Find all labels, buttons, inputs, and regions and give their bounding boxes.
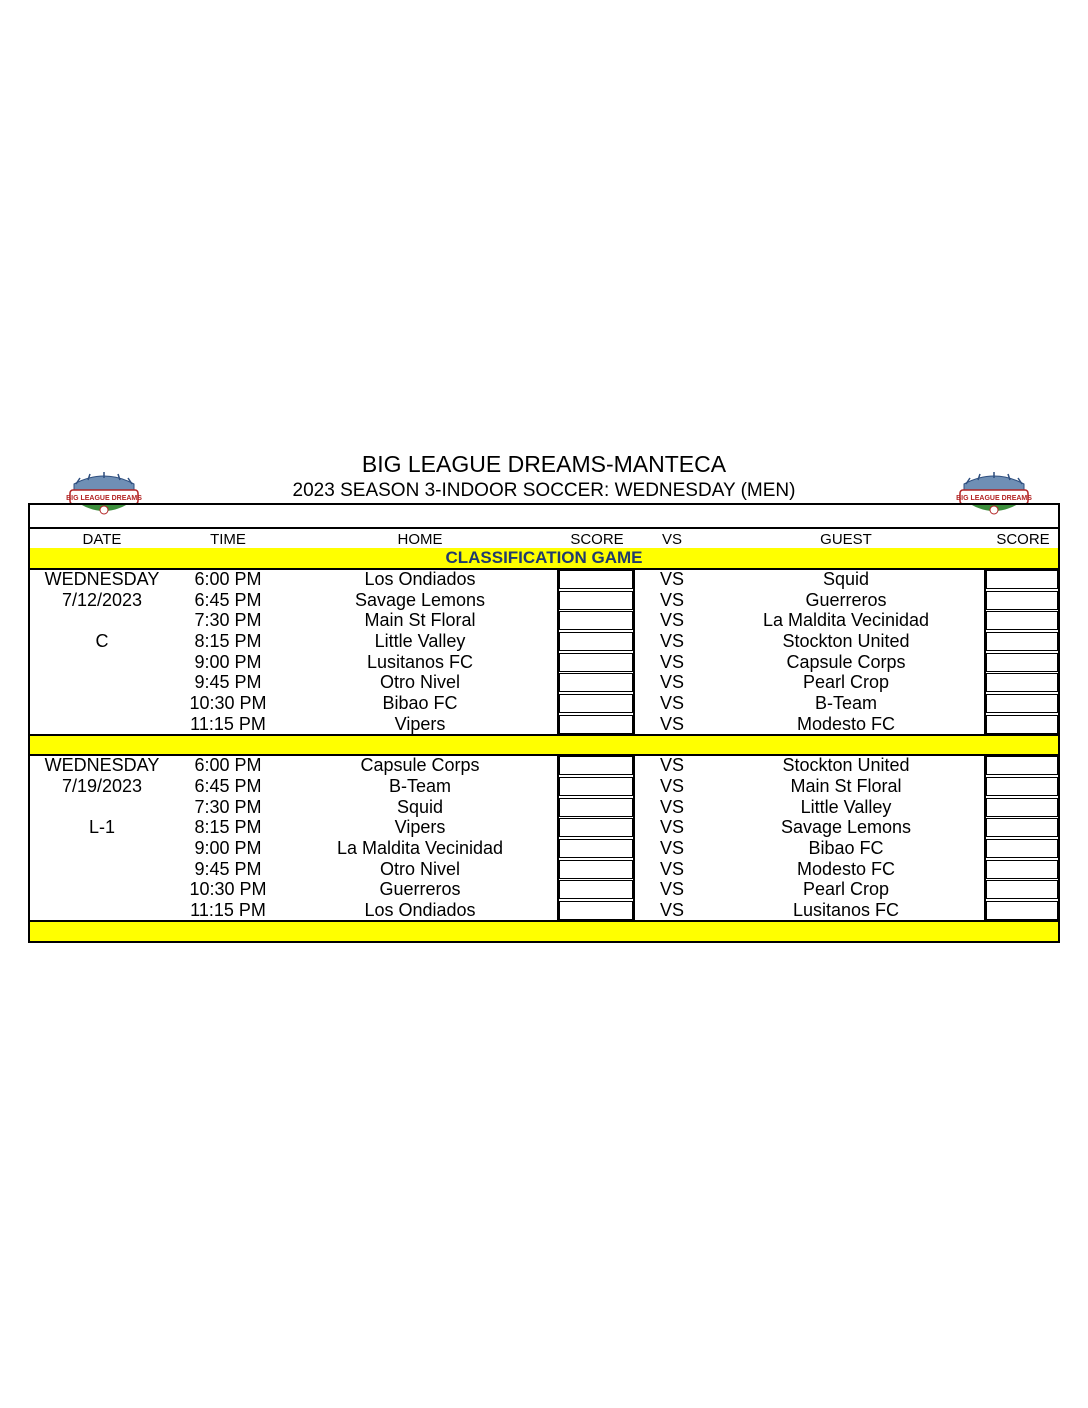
vs-label: VS [659,817,684,837]
classification-label: CLASSIFICATION GAME [445,548,643,567]
guest-score-box[interactable] [986,632,1058,651]
home-score-box[interactable] [559,798,633,817]
home-team: Bibao FC [382,693,458,713]
home-team: Capsule Corps [360,755,480,775]
vs-label: VS [659,838,684,858]
guest-team: Bibao FC [808,838,884,858]
home-score-box[interactable] [559,777,633,796]
col-header-guest: GUEST [820,531,872,548]
guest-team: Main St Floral [790,776,902,796]
home-score-line-right [633,568,635,734]
footer-bar [30,922,1058,941]
game-time: 9:00 PM [194,838,262,858]
game-time: 9:45 PM [194,859,262,879]
guest-team: Stockton United [782,755,910,775]
guest-score-box[interactable] [986,715,1058,734]
home-score-box[interactable] [559,591,633,610]
guest-score-box[interactable] [986,860,1058,879]
home-team: La Maldita Vecinidad [336,838,504,858]
week-day: WEDNESDAY [44,755,160,775]
guest-score-box[interactable] [986,777,1058,796]
col-header-guest-score: SCORE [996,531,1050,548]
vs-label: VS [659,797,684,817]
game-time: 7:30 PM [194,610,262,630]
guest-score-box[interactable] [986,798,1058,817]
home-team: Vipers [394,714,446,734]
guest-score-box[interactable] [986,591,1058,610]
vs-label: VS [659,693,684,713]
week-day: WEDNESDAY [44,569,160,589]
home-score-box[interactable] [559,570,633,589]
home-score-box[interactable] [559,756,633,775]
week-code: L-1 [88,817,115,837]
game-time: 8:15 PM [194,631,262,651]
col-header-home-score: SCORE [570,531,624,548]
guest-score-box[interactable] [986,880,1058,899]
home-score-box[interactable] [559,694,633,713]
page-title: BIG LEAGUE DREAMS-MANTECA [361,451,727,477]
vs-label: VS [659,569,684,589]
week-code: C [95,631,109,651]
game-time: 11:15 PM [190,714,266,734]
home-score-box[interactable] [559,611,633,630]
vs-label: VS [659,590,684,610]
guest-score-box[interactable] [986,653,1058,672]
home-team: Squid [396,797,444,817]
guest-team: Stockton United [782,631,910,651]
col-header-date: DATE [82,531,122,548]
guest-score-box[interactable] [986,818,1058,837]
vs-label: VS [659,859,684,879]
game-time: 10:30 PM [189,879,267,899]
home-score-box[interactable] [559,715,633,734]
vs-label: VS [659,776,684,796]
home-team: Savage Lemons [354,590,486,610]
game-time: 6:45 PM [194,776,262,796]
guest-team: Squid [822,569,870,589]
game-time: 6:00 PM [194,755,262,775]
home-score-box[interactable] [559,839,633,858]
col-header-vs: VS [661,531,682,548]
col-header-time: TIME [210,531,246,548]
home-team: B-Team [388,776,451,796]
home-score-box[interactable] [559,860,633,879]
home-team: Vipers [394,817,446,837]
guest-score-box[interactable] [986,611,1058,630]
vs-label: VS [659,652,684,672]
guest-team: La Maldita Vecinidad [762,610,930,630]
game-time: 7:30 PM [194,797,262,817]
home-team: Little Valley [374,631,466,651]
vs-label: VS [659,900,684,920]
guest-score-box[interactable] [986,694,1058,713]
home-score-box[interactable] [559,880,633,899]
guest-score-box[interactable] [986,673,1058,692]
guest-score-box[interactable] [986,756,1058,775]
home-score-line-right [633,754,635,920]
home-score-box[interactable] [559,673,633,692]
guest-team: Lusitanos FC [792,900,900,920]
logo-text: BIG LEAGUE DREAMS [956,495,1032,502]
home-team: Los Ondiados [364,900,476,920]
guest-team: Capsule Corps [786,652,906,672]
guest-team: Savage Lemons [780,817,912,837]
page-subtitle: 2023 SEASON 3-INDOOR SOCCER: WEDNESDAY (MEN) [292,480,796,501]
home-score-box[interactable] [559,653,633,672]
week-divider-bar [30,736,1058,754]
vs-label: VS [659,714,684,734]
home-team: Lusitanos FC [366,652,474,672]
game-time: 9:45 PM [194,672,262,692]
home-score-box[interactable] [559,632,633,651]
home-score-box[interactable] [559,818,633,837]
vs-label: VS [659,672,684,692]
home-score-box[interactable] [559,901,633,920]
home-team: Los Ondiados [364,569,476,589]
game-time: 8:15 PM [194,817,262,837]
vs-label: VS [659,879,684,899]
game-time: 11:15 PM [190,900,266,920]
home-team: Otro Nivel [379,672,460,692]
game-time: 6:45 PM [194,590,262,610]
week-date: 7/12/2023 [61,590,143,610]
col-header-home: HOME [397,531,443,548]
home-team: Guerreros [379,879,461,899]
home-team: Main St Floral [364,610,476,630]
game-time: 6:00 PM [194,569,262,589]
logo-text: BIG LEAGUE DREAMS [66,495,142,502]
vs-label: VS [659,610,684,630]
guest-team: Pearl Crop [802,672,890,692]
guest-team: Guerreros [805,590,887,610]
home-team: Otro Nivel [379,859,460,879]
vs-label: VS [659,755,684,775]
guest-team: Little Valley [800,797,892,817]
week-date: 7/19/2023 [61,776,143,796]
game-time: 10:30 PM [189,693,267,713]
vs-label: VS [659,631,684,651]
guest-team: Modesto FC [796,859,896,879]
guest-score-box[interactable] [986,839,1058,858]
guest-score-box[interactable] [986,901,1058,920]
guest-team: Modesto FC [796,714,896,734]
game-time: 9:00 PM [194,652,262,672]
guest-team: Pearl Crop [802,879,890,899]
guest-score-box[interactable] [986,570,1058,589]
guest-team: B-Team [814,693,877,713]
header-top-border [28,527,1060,529]
